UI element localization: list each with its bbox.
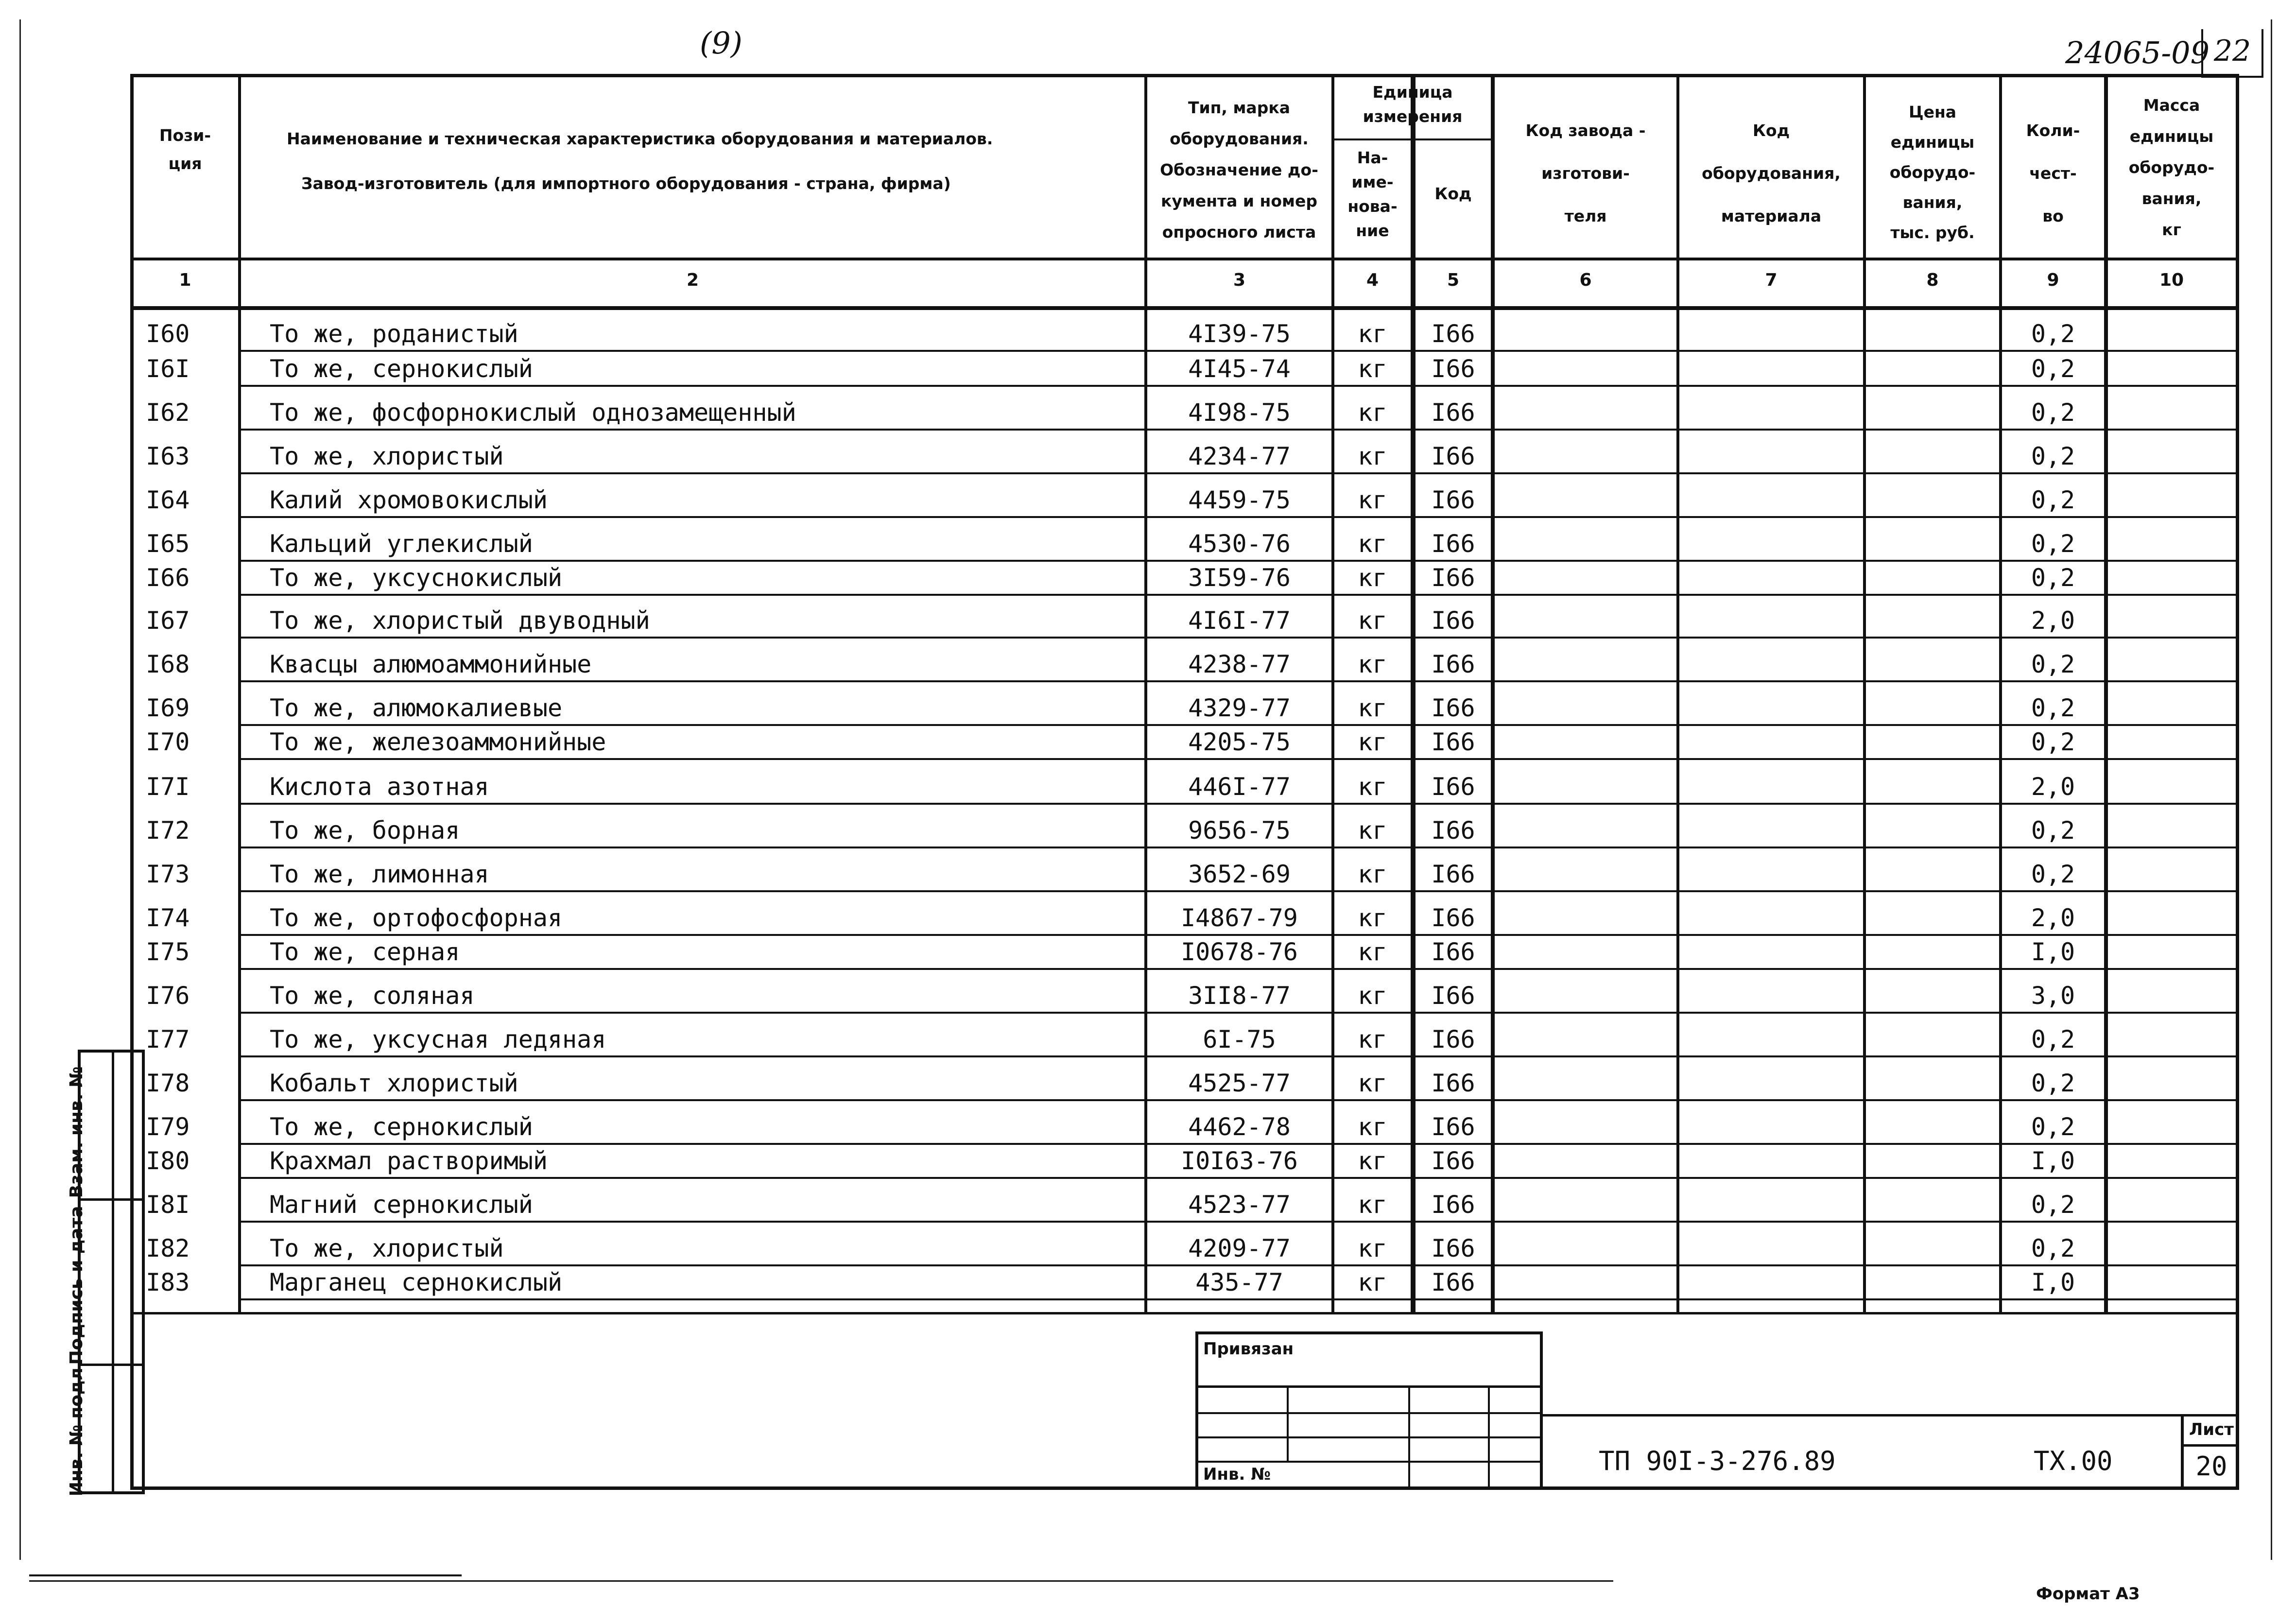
row-rule xyxy=(241,429,2239,431)
cell-name: То же, фосфорнокислый однозамещенный xyxy=(270,398,796,427)
row-rule xyxy=(241,1298,2239,1300)
cell-name: То же, серная xyxy=(270,938,460,966)
cell-pos: I62 xyxy=(146,398,190,427)
cell-name: То же, лимонная xyxy=(270,860,489,888)
header-col3: Тип, марка оборудования. Обозначение до- кумента и номер опросного листа xyxy=(1160,98,1318,242)
cell-qty: 0,2 xyxy=(2031,860,2075,888)
cell-code: I66 xyxy=(1431,606,1475,635)
cell-doc: 4205-75 xyxy=(1188,728,1291,756)
cell-unit: кг xyxy=(1358,904,1387,932)
cell-doc: I0678-76 xyxy=(1181,938,1298,966)
cell-name: Магний сернокислый xyxy=(270,1191,533,1219)
cell-doc: 6I-75 xyxy=(1203,1025,1276,1054)
cell-code: I66 xyxy=(1431,773,1475,801)
colnum-4: 4 xyxy=(1366,270,1379,290)
cell-qty: 0,2 xyxy=(2031,398,2075,427)
sheet-box xyxy=(2181,1414,2239,1490)
cell-unit: кг xyxy=(1358,530,1387,558)
row-rule xyxy=(241,1055,2239,1057)
row-rule xyxy=(241,724,2239,726)
cell-qty: 0,2 xyxy=(2031,650,2075,678)
cell-name: То же, сернокислый xyxy=(270,355,533,383)
cell-qty: I,0 xyxy=(2031,938,2075,966)
header-col2: Наименование и техническая характеристика оборудования и материалов. Завод-изготовитель (для импортного оборудования - страна, фирма) xyxy=(287,129,993,193)
doc-designation: ТП 90I-3-276.89 xyxy=(1599,1446,1836,1476)
cell-pos: I64 xyxy=(146,486,190,514)
cell-name: То же, уксусная ледяная xyxy=(270,1025,606,1054)
cell-code: I66 xyxy=(1431,650,1475,678)
cell-doc: 3I59-76 xyxy=(1188,564,1291,592)
colnum-10: 10 xyxy=(2159,270,2184,290)
sheet-number: 20 xyxy=(2195,1451,2227,1482)
cell-unit: кг xyxy=(1358,442,1387,470)
binding-stamp xyxy=(1195,1331,1543,1490)
header-col1: Пози- ция xyxy=(159,126,211,173)
cell-name: Квасцы алюмоаммонийные xyxy=(270,650,592,678)
cell-doc: 4462-78 xyxy=(1188,1113,1291,1141)
cell-qty: 2,0 xyxy=(2031,904,2075,932)
colnum-9: 9 xyxy=(2047,270,2059,290)
row-rule xyxy=(241,560,2239,562)
cell-doc: 4I98-75 xyxy=(1188,398,1291,427)
row-rule xyxy=(241,968,2239,970)
cell-unit: кг xyxy=(1358,398,1387,427)
cell-code: I66 xyxy=(1431,398,1475,427)
row-rule xyxy=(241,1012,2239,1014)
cell-qty: 3,0 xyxy=(2031,982,2075,1010)
colnum-8: 8 xyxy=(1926,270,1939,290)
cell-code: I66 xyxy=(1431,486,1475,514)
cell-code: I66 xyxy=(1431,442,1475,470)
cell-unit: кг xyxy=(1358,728,1387,756)
cell-unit: кг xyxy=(1358,694,1387,722)
cell-name: То же, хлористый xyxy=(270,442,504,470)
cell-doc: 4238-77 xyxy=(1188,650,1291,678)
cell-name: То же, хлористый xyxy=(270,1234,504,1262)
colnum-5: 5 xyxy=(1447,270,1460,290)
cell-doc: I4867-79 xyxy=(1181,904,1298,932)
cell-unit: кг xyxy=(1358,320,1387,348)
cell-pos: I70 xyxy=(146,728,190,756)
cell-qty: 0,2 xyxy=(2031,530,2075,558)
cell-code: I66 xyxy=(1431,320,1475,348)
row-rule xyxy=(241,758,2239,760)
cell-pos: I80 xyxy=(146,1147,190,1175)
cell-name: То же, роданистый xyxy=(270,320,518,348)
cell-unit: кг xyxy=(1358,355,1387,383)
cell-qty: 0,2 xyxy=(2031,816,2075,845)
cell-doc: 9656-75 xyxy=(1188,816,1291,845)
cell-name: То же, сернокислый xyxy=(270,1113,533,1141)
cell-doc: 4234-77 xyxy=(1188,442,1291,470)
colnum-6: 6 xyxy=(1579,270,1592,290)
cell-pos: I74 xyxy=(146,904,190,932)
row-rule xyxy=(241,934,2239,936)
cell-doc: 4523-77 xyxy=(1188,1191,1291,1219)
cell-pos: I66 xyxy=(146,564,190,592)
side-label-vzam: Взам. инв. № xyxy=(67,1066,86,1198)
cell-name: Калий хромовокислый xyxy=(270,486,548,514)
cell-qty: 0,2 xyxy=(2031,564,2075,592)
cell-name: Марганец сернокислый xyxy=(270,1268,563,1296)
colnum-2: 2 xyxy=(686,270,699,290)
header-col9: Коли- чест- во xyxy=(2026,121,2080,225)
cell-pos: I8I xyxy=(146,1191,190,1219)
cell-unit: кг xyxy=(1358,1234,1387,1262)
cell-qty: I,0 xyxy=(2031,1268,2075,1296)
cell-pos: I65 xyxy=(146,530,190,558)
row-rule xyxy=(241,1221,2239,1223)
header-col5: Код xyxy=(1434,184,1472,203)
cell-pos: I63 xyxy=(146,442,190,470)
row-rule xyxy=(241,385,2239,387)
cell-unit: кг xyxy=(1358,1147,1387,1175)
cell-unit: кг xyxy=(1358,938,1387,966)
side-label-podpis: Подпись и дата xyxy=(67,1206,86,1365)
side-label-inv: Инв. № подл. xyxy=(67,1361,86,1497)
cell-name: Кислота азотная xyxy=(270,773,489,801)
row-rule xyxy=(241,803,2239,805)
format-label: Формат А3 xyxy=(2036,1584,2140,1604)
header-col8: Цена единицы оборудо- вания, тыс. руб. xyxy=(1889,103,1976,242)
row-rule xyxy=(241,472,2239,474)
cell-unit: кг xyxy=(1358,773,1387,801)
page-number-text: 22 xyxy=(2213,34,2251,68)
cell-code: I66 xyxy=(1431,1234,1475,1262)
cell-pos: I78 xyxy=(146,1069,190,1097)
cell-pos: I75 xyxy=(146,938,190,966)
inv-no-label: Инв. № xyxy=(1203,1465,1271,1484)
cell-code: I66 xyxy=(1431,982,1475,1010)
cell-unit: кг xyxy=(1358,982,1387,1010)
row-rule xyxy=(241,680,2239,682)
cell-qty: 0,2 xyxy=(2031,486,2075,514)
cell-doc: 4530-76 xyxy=(1188,530,1291,558)
cell-doc: 4I39-75 xyxy=(1188,320,1291,348)
row-rule xyxy=(241,847,2239,848)
row-rule xyxy=(241,1143,2239,1145)
cell-code: I66 xyxy=(1431,355,1475,383)
cell-doc: 3652-69 xyxy=(1188,860,1291,888)
cell-pos: I67 xyxy=(146,606,190,635)
cell-doc: 4329-77 xyxy=(1188,694,1291,722)
colnum-1: 1 xyxy=(179,270,191,290)
cell-pos: I60 xyxy=(146,320,190,348)
cell-name: То же, уксуснокислый xyxy=(270,564,563,592)
cell-doc: 4I6I-77 xyxy=(1188,606,1291,635)
cell-unit: кг xyxy=(1358,564,1387,592)
section-code: ТХ.00 xyxy=(2034,1446,2113,1476)
cell-qty: 2,0 xyxy=(2031,606,2075,635)
cell-code: I66 xyxy=(1431,816,1475,845)
cell-qty: 0,2 xyxy=(2031,1025,2075,1054)
cell-code: I66 xyxy=(1431,1025,1475,1054)
doc-code-handwritten: 24065-09 xyxy=(2065,35,2210,70)
cell-doc: 4I45-74 xyxy=(1188,355,1291,383)
cell-code: I66 xyxy=(1431,728,1475,756)
cell-name: То же, хлористый двуводный xyxy=(270,606,650,635)
row-rule xyxy=(241,350,2239,352)
cell-unit: кг xyxy=(1358,860,1387,888)
cell-qty: 0,2 xyxy=(2031,1191,2075,1219)
cell-code: I66 xyxy=(1431,938,1475,966)
cell-pos: I77 xyxy=(146,1025,190,1054)
binding-label: Привязан xyxy=(1203,1339,1294,1359)
cell-doc: 3II8-77 xyxy=(1188,982,1291,1010)
cell-unit: кг xyxy=(1358,1268,1387,1296)
row-rule xyxy=(241,516,2239,518)
cell-code: I66 xyxy=(1431,860,1475,888)
cell-pos: I6I xyxy=(146,355,190,383)
cell-name: То же, железоаммонийные xyxy=(270,728,606,756)
cell-unit: кг xyxy=(1358,1069,1387,1097)
cell-pos: I72 xyxy=(146,816,190,845)
cell-qty: 0,2 xyxy=(2031,1234,2075,1262)
cell-pos: I73 xyxy=(146,860,190,888)
cell-qty: I,0 xyxy=(2031,1147,2075,1175)
cell-qty: 0,2 xyxy=(2031,442,2075,470)
cell-code: I66 xyxy=(1431,1069,1475,1097)
cell-pos: I79 xyxy=(146,1113,190,1141)
cell-doc: 446I-77 xyxy=(1188,773,1291,801)
cell-code: I66 xyxy=(1431,1113,1475,1141)
cell-unit: кг xyxy=(1358,816,1387,845)
header-col10: Масса единицы оборудо- вания, кг xyxy=(2128,96,2215,239)
header-col7: Код оборудования, материала xyxy=(1702,121,1841,225)
row-rule xyxy=(241,637,2239,639)
header-unit-group: Единица измерения xyxy=(1363,83,1463,126)
cell-qty: 0,2 xyxy=(2031,694,2075,722)
cell-name: То же, соляная xyxy=(270,982,475,1010)
cell-name: То же, алюмокалиевые xyxy=(270,694,563,722)
cell-code: I66 xyxy=(1431,1147,1475,1175)
cell-unit: кг xyxy=(1358,1025,1387,1054)
cell-code: I66 xyxy=(1431,530,1475,558)
cell-pos: I69 xyxy=(146,694,190,722)
row-rule xyxy=(241,1177,2239,1179)
cell-code: I66 xyxy=(1431,1268,1475,1296)
sheet-top-label: (9) xyxy=(700,25,742,61)
cell-doc: 4525-77 xyxy=(1188,1069,1291,1097)
cell-qty: 2,0 xyxy=(2031,773,2075,801)
cell-qty: 0,2 xyxy=(2031,728,2075,756)
cell-qty: 0,2 xyxy=(2031,355,2075,383)
cell-unit: кг xyxy=(1358,606,1387,635)
cell-name: То же, борная xyxy=(270,816,460,845)
cell-name: То же, ортофосфорная xyxy=(270,904,563,932)
cell-pos: I7I xyxy=(146,773,190,801)
cell-qty: 0,2 xyxy=(2031,1113,2075,1141)
cell-qty: 0,2 xyxy=(2031,320,2075,348)
row-rule xyxy=(241,1264,2239,1266)
header-col4: На- име- нова- ние xyxy=(1347,148,1398,240)
cell-unit: кг xyxy=(1358,1113,1387,1141)
cell-doc: I0I63-76 xyxy=(1181,1147,1298,1175)
cell-name: Крахмал растворимый xyxy=(270,1147,548,1175)
cell-pos: I82 xyxy=(146,1234,190,1262)
cell-name: Кальций углекислый xyxy=(270,530,533,558)
cell-unit: кг xyxy=(1358,486,1387,514)
row-rule xyxy=(241,594,2239,596)
cell-code: I66 xyxy=(1431,694,1475,722)
cell-code: I66 xyxy=(1431,904,1475,932)
cell-pos: I83 xyxy=(146,1268,190,1296)
colnum-7: 7 xyxy=(1765,270,1778,290)
row-rule xyxy=(241,890,2239,892)
cell-unit: кг xyxy=(1358,650,1387,678)
colnum-3: 3 xyxy=(1233,270,1246,290)
cell-pos: I76 xyxy=(146,982,190,1010)
cell-code: I66 xyxy=(1431,1191,1475,1219)
cell-name: Кобальт хлористый xyxy=(270,1069,518,1097)
row-rule xyxy=(241,1099,2239,1101)
cell-doc: 4209-77 xyxy=(1188,1234,1291,1262)
cell-unit: кг xyxy=(1358,1191,1387,1219)
header-col6: Код завода - изготови- теля xyxy=(1525,121,1646,225)
sheet-label: Лист xyxy=(2189,1420,2234,1439)
cell-qty: 0,2 xyxy=(2031,1069,2075,1097)
cell-pos: I68 xyxy=(146,650,190,678)
cell-doc: 435-77 xyxy=(1195,1268,1283,1296)
cell-doc: 4459-75 xyxy=(1188,486,1291,514)
cell-code: I66 xyxy=(1431,564,1475,592)
